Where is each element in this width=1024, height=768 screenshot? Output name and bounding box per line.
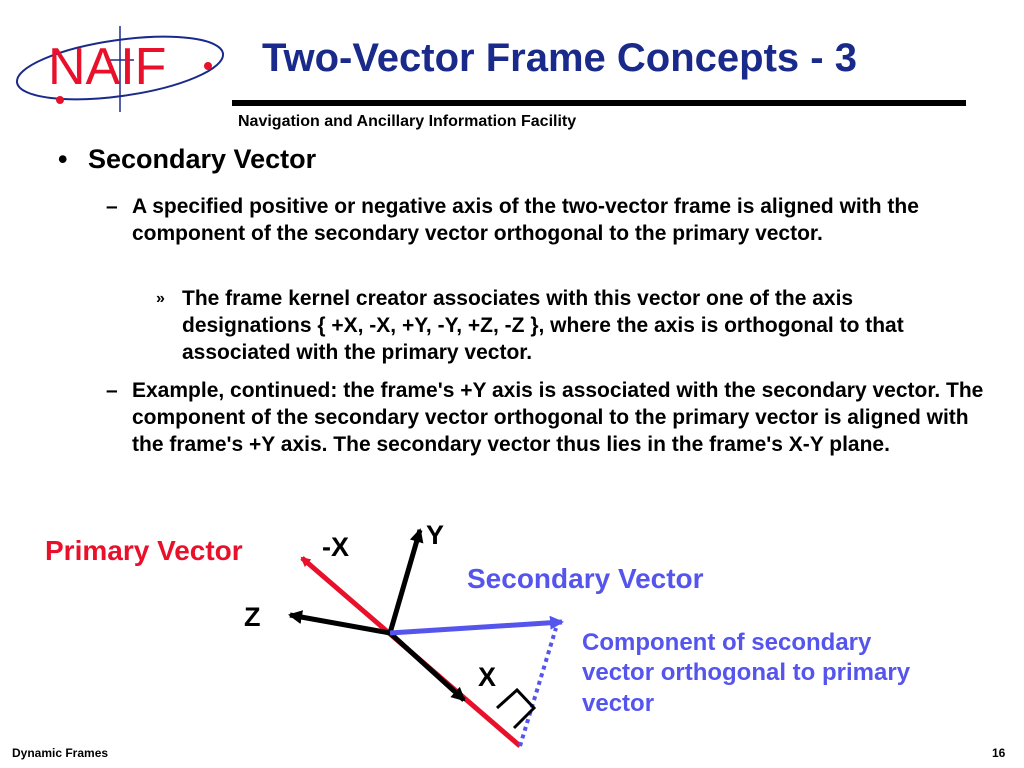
footer-section-name: Dynamic Frames [12, 746, 109, 760]
page-number: 16 [992, 746, 1006, 760]
secondary-vector-label: Secondary Vector [467, 563, 704, 594]
sub-bullet-text: A specified positive or negative axis of the two-vector frame is aligned with the component of the secondary vector orthogonal to the primary vector. [132, 195, 919, 245]
y-axis-label: Y [426, 520, 445, 550]
sub-bullet-example [106, 377, 996, 487]
component-label-line3: vector [582, 690, 655, 717]
dash-marker: – [106, 195, 118, 218]
bullet-marker: • [58, 144, 68, 174]
x-axis-label: X [478, 662, 497, 692]
component-label-line2: vector orthogonal to primary [582, 659, 911, 686]
page-subtitle: Navigation and Ancillary Information Facility [238, 113, 577, 130]
orthogonal-component-line [520, 628, 556, 746]
neg-x-label: -X [322, 532, 349, 562]
sub-bullet-axis-aligned [106, 193, 996, 275]
title-rule [232, 100, 966, 106]
x-axis-arrow [390, 633, 464, 700]
two-vector-diagram [0, 500, 1024, 750]
component-label-line1: Component of secondary [582, 629, 872, 656]
primary-vector-label: Primary Vector [45, 535, 243, 566]
naif-logo [8, 20, 228, 120]
svg-text:NAIF: NAIF [48, 38, 167, 96]
bullet-text: Secondary Vector [88, 144, 317, 174]
z-axis-label: Z [244, 602, 261, 632]
dash-marker: – [106, 379, 118, 402]
secondary-vector-arrow [390, 622, 562, 633]
subsub-marker: » [156, 290, 165, 307]
sub-sub-bullet-text: The frame kernel creator associates with this vector one of the axis designations { +X, -X, +Y, -Y, +Z, -Z }, where the axis is orthogonal to that associated with the primary vector. [182, 287, 904, 364]
sub-sub-bullet-axis-designation [156, 285, 956, 367]
sub-bullet-text: Example, continued: the frame's +Y axis is associated with the secondary vector. The component of the secondary vector orthogonal to the primary vector is aligned with the frame's +Y axis. The secondary vector thus lies in the frame's X-Y plane. [132, 379, 984, 456]
y-axis-arrow [390, 530, 420, 633]
page-title: Two-Vector Frame Concepts - 3 [262, 36, 857, 80]
